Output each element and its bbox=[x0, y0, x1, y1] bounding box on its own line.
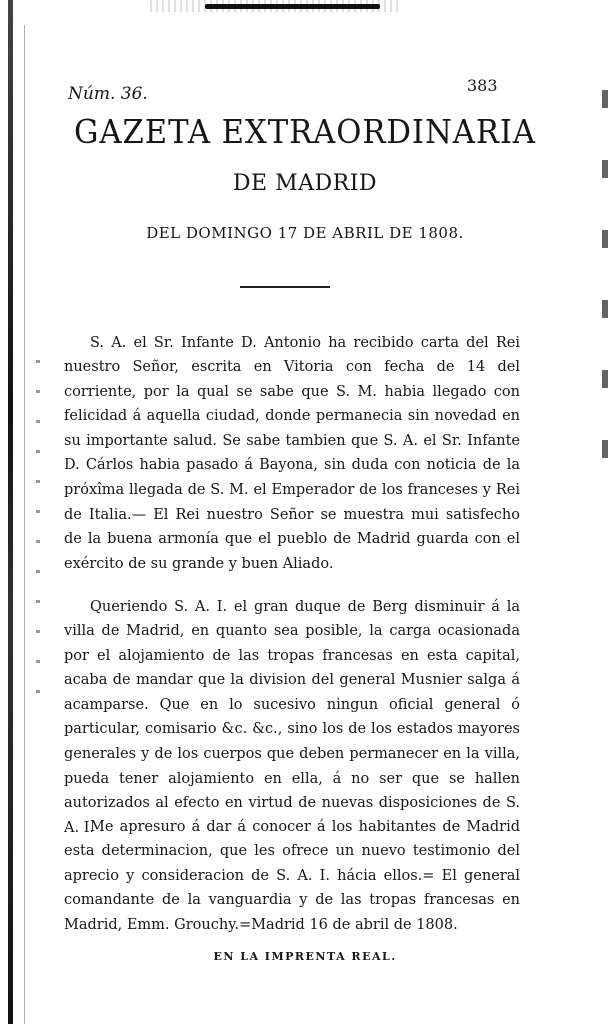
newspaper-title: GAZETA EXTRAORDINARIA bbox=[73, 112, 537, 151]
date-line: DEL DOMINGO 17 DE ABRIL DE 1808. bbox=[146, 224, 464, 242]
issue-number: Núm. 36. bbox=[68, 84, 148, 104]
page-number: 383 bbox=[467, 76, 498, 95]
scan-mark-top bbox=[205, 4, 380, 9]
newspaper-subtitle: DE MADRID bbox=[232, 171, 378, 196]
scan-marks-right bbox=[602, 90, 608, 510]
divider-rule bbox=[240, 286, 330, 288]
paragraph-2: Queriendo S. A. I. el gran duque de Berg disminuir á la villa de Madrid, en quanto sea posible, la carga ocasionada por el alojamiento de las tropas francesas en esta capital, acaba de mandar que la division del general Musnier salga á acamparse. Que en lo sucesivo ningun oficial general ó particular, comisario &c. &c., sino los de los estados mayores generales y de los cuerpos que deben permanecer en la villa, pueda tener alojamiento en ella, á no ser que se hallen autorizados al efecto en virtud de nuevas disposiciones de S. A. I. bbox=[64, 598, 520, 836]
scan-specks-left bbox=[36, 360, 40, 700]
printer-imprint: EN LA IMPRENTA REAL. bbox=[213, 950, 397, 963]
paragraph-3: Me apresuro á dar á conocer á los habitantes de Madrid esta determinacion, que les ofrece un nuevo testimonio del aprecio y consideracion de S. A. I. hácia ellos.= El general comandante de la vanguardia y de las tropas francesas en Madrid, Emm. Grouchy.=Madrid 16 de abril de 1808. bbox=[64, 818, 520, 933]
paragraph-1: S. A. el Sr. Infante D. Antonio ha recibido carta del Rei nuestro Señor, escrita en Vitoria con fecha de 14 del corriente, por la qual se sabe que S. M. habia llegado con felicidad á aquella ciudad, donde permanecia sin novedad en su importante salud. Se sabe tambien que S. A. el Sr. Infante D. Cárlos habia pasado á Bayona, sin duda con noticia de la próxîma llegada de S. M. el Emperador de los franceses y Rei de Italia.— El Rei nuestro Señor se muestra mui satisfecho de la buena armonía que el pueblo de Madrid guarda con el exército de su grande y buen Aliado. bbox=[64, 334, 520, 572]
binding-edge bbox=[8, 0, 13, 1024]
